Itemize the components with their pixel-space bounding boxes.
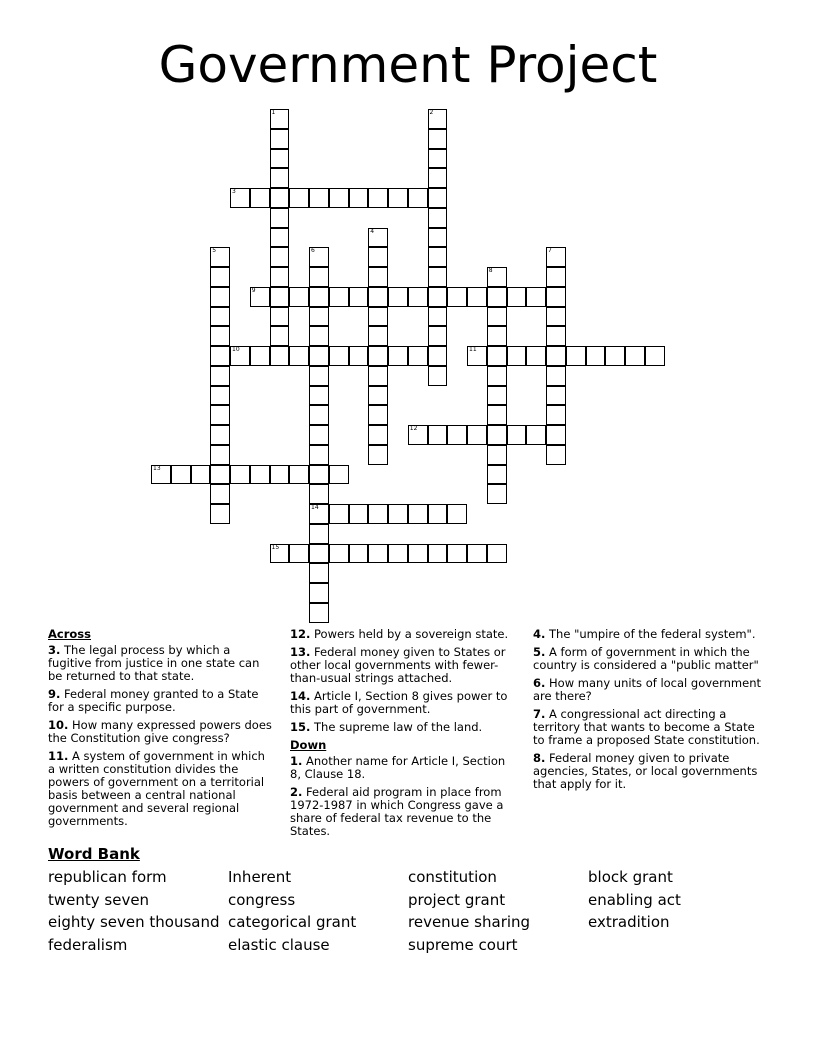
crossword-cell[interactable] bbox=[368, 504, 388, 524]
crossword-cell[interactable] bbox=[428, 188, 448, 208]
clues-column-1 bbox=[48, 628, 273, 833]
crossword-cell[interactable] bbox=[230, 465, 250, 485]
crossword-cell[interactable] bbox=[250, 287, 270, 307]
word-bank-item: project grant bbox=[408, 890, 506, 909]
crossword-cell[interactable] bbox=[428, 544, 448, 564]
crossword-cell[interactable] bbox=[270, 109, 290, 129]
crossword-cell[interactable] bbox=[546, 366, 566, 386]
crossword-cell[interactable] bbox=[546, 346, 566, 366]
crossword-cell[interactable] bbox=[270, 465, 290, 485]
crossword-cell[interactable] bbox=[368, 228, 388, 248]
down-clue-4: 4. The "umpire of the federal system". bbox=[533, 627, 756, 641]
crossword-cell[interactable] bbox=[507, 287, 527, 307]
down-clue-1: 1. Another name for Article I, Section 8, Clause 18. bbox=[290, 754, 506, 781]
crossword-cell[interactable] bbox=[487, 465, 507, 485]
crossword-cell[interactable] bbox=[329, 465, 349, 485]
crossword-cell[interactable] bbox=[309, 366, 329, 386]
crossword-cell[interactable] bbox=[270, 267, 290, 287]
crossword-cell[interactable] bbox=[349, 287, 369, 307]
word-bank-item: categorical grant bbox=[228, 913, 357, 932]
word-bank-item: twenty seven bbox=[48, 890, 150, 909]
crossword-cell[interactable] bbox=[487, 366, 507, 386]
clue-number: 4 bbox=[370, 227, 375, 235]
crossword-cell[interactable] bbox=[270, 188, 290, 208]
crossword-cell[interactable] bbox=[428, 326, 448, 346]
crossword-cell[interactable] bbox=[507, 425, 527, 445]
across-heading: Across bbox=[48, 627, 91, 641]
crossword-cell[interactable] bbox=[309, 465, 329, 485]
across-clue-9: 9. Federal money granted to a State for a specific purpose. bbox=[48, 687, 259, 714]
crossword-cell[interactable] bbox=[546, 405, 566, 425]
crossword-cell[interactable] bbox=[309, 445, 329, 465]
crossword-cell[interactable] bbox=[447, 287, 467, 307]
down-clue-2: 2. Federal aid program in place from 1972-1987 in which Congress gave a share of federal tax revenue to the States. bbox=[290, 785, 504, 838]
crossword-cell[interactable] bbox=[329, 346, 349, 366]
word-bank-item: block grant bbox=[588, 868, 673, 886]
crossword-cell[interactable] bbox=[368, 386, 388, 406]
crossword-cell[interactable] bbox=[309, 307, 329, 327]
crossword-cell[interactable] bbox=[428, 504, 448, 524]
crossword-cell[interactable] bbox=[566, 346, 586, 366]
crossword-cell[interactable] bbox=[309, 386, 329, 406]
crossword-cell[interactable] bbox=[210, 504, 230, 524]
across-clue-12: 12. Powers held by a sovereign state. bbox=[290, 627, 509, 641]
crossword-cell[interactable] bbox=[270, 149, 290, 169]
crossword-cell[interactable] bbox=[388, 188, 408, 208]
page-title: Government Project bbox=[158, 36, 658, 94]
word-bank-column-4 bbox=[588, 866, 681, 934]
clue-number: 5 bbox=[212, 247, 217, 255]
across-clue-10: 10. How many expressed powers does the Constitution give congress? bbox=[48, 718, 272, 745]
crossword-cell[interactable] bbox=[289, 287, 309, 307]
clues-column-2 bbox=[290, 628, 515, 843]
crossword-cell[interactable] bbox=[487, 405, 507, 425]
crossword-cell[interactable] bbox=[467, 425, 487, 445]
crossword-cell[interactable] bbox=[368, 366, 388, 386]
crossword-cell[interactable] bbox=[368, 425, 388, 445]
crossword-cell[interactable] bbox=[428, 425, 448, 445]
crossword-cell[interactable] bbox=[388, 504, 408, 524]
crossword-cell[interactable] bbox=[309, 603, 329, 623]
crossword-cell[interactable] bbox=[230, 188, 250, 208]
crossword-cell[interactable] bbox=[309, 524, 329, 544]
crossword-cell[interactable] bbox=[428, 267, 448, 287]
crossword-cell[interactable] bbox=[270, 168, 290, 188]
crossword-cell[interactable] bbox=[309, 247, 329, 267]
crossword-cell[interactable] bbox=[546, 326, 566, 346]
clue-number: 11 bbox=[469, 346, 477, 353]
crossword-cell[interactable] bbox=[210, 386, 230, 406]
crossword-cell[interactable] bbox=[309, 188, 329, 208]
crossword-cell[interactable] bbox=[467, 287, 487, 307]
crossword-cell[interactable] bbox=[210, 445, 230, 465]
crossword-cell[interactable] bbox=[210, 247, 230, 267]
crossword-cell[interactable] bbox=[487, 386, 507, 406]
clue-number: 6 bbox=[311, 247, 315, 255]
crossword-cell[interactable] bbox=[309, 287, 329, 307]
word-bank-item: supreme court bbox=[408, 935, 518, 954]
word-bank-item: elastic clause bbox=[228, 935, 330, 954]
crossword-cell[interactable] bbox=[546, 247, 566, 267]
crossword-cell[interactable] bbox=[605, 346, 625, 366]
word-bank-column-1 bbox=[48, 866, 219, 956]
word-bank-column-2 bbox=[228, 866, 356, 956]
clue-number: 10 bbox=[232, 346, 240, 353]
crossword-cell[interactable] bbox=[289, 188, 309, 208]
crossword-cell[interactable] bbox=[368, 247, 388, 267]
crossword-cell[interactable] bbox=[309, 544, 329, 564]
word-bank-item: republican form bbox=[48, 868, 167, 886]
crossword-cell[interactable] bbox=[388, 287, 408, 307]
crossword-cell[interactable] bbox=[408, 287, 428, 307]
crossword-cell[interactable] bbox=[546, 425, 566, 445]
crossword-cell[interactable] bbox=[645, 346, 665, 366]
crossword-cell[interactable] bbox=[428, 168, 448, 188]
crossword-cell[interactable] bbox=[210, 405, 230, 425]
down-clue-7: 7. A congressional act directing a territory that wants to become a State to frame a proposed State constitution. bbox=[533, 707, 760, 747]
crossword-cell[interactable] bbox=[546, 307, 566, 327]
clue-number: 7 bbox=[548, 247, 552, 255]
crossword-cell[interactable] bbox=[309, 405, 329, 425]
crossword-cell[interactable] bbox=[526, 425, 546, 445]
crossword-cell[interactable] bbox=[546, 287, 566, 307]
clues-column-3 bbox=[533, 628, 768, 796]
crossword-cell[interactable] bbox=[586, 346, 606, 366]
crossword-cell[interactable] bbox=[428, 208, 448, 228]
crossword-cell[interactable] bbox=[329, 544, 349, 564]
crossword-cell[interactable] bbox=[270, 287, 290, 307]
crossword-cell[interactable] bbox=[487, 346, 507, 366]
crossword-cell[interactable] bbox=[487, 484, 507, 504]
word-bank-item: extradition bbox=[588, 913, 670, 932]
crossword-cell[interactable] bbox=[289, 346, 309, 366]
crossword-cell[interactable] bbox=[270, 129, 290, 149]
crossword-cell[interactable] bbox=[487, 326, 507, 346]
crossword-cell[interactable] bbox=[309, 346, 329, 366]
crossword-cell[interactable] bbox=[349, 346, 369, 366]
crossword-cell[interactable] bbox=[428, 109, 448, 129]
crossword-cell[interactable] bbox=[270, 346, 290, 366]
down-clue-5: 5. A form of government in which the country is considered a "public matter" bbox=[533, 645, 759, 672]
crossword-cell[interactable] bbox=[289, 544, 309, 564]
crossword-cell[interactable] bbox=[625, 346, 645, 366]
crossword-cell[interactable] bbox=[210, 425, 230, 445]
crossword-cell[interactable] bbox=[368, 267, 388, 287]
crossword-cell[interactable] bbox=[487, 287, 507, 307]
crossword-cell[interactable] bbox=[408, 504, 428, 524]
clue-number: 3 bbox=[232, 188, 236, 195]
crossword-cell[interactable] bbox=[388, 346, 408, 366]
crossword-cell[interactable] bbox=[250, 188, 270, 208]
across-clue-15: 15. The supreme law of the land. bbox=[290, 720, 483, 734]
down-heading: Down bbox=[290, 738, 327, 752]
crossword-cell[interactable] bbox=[250, 465, 270, 485]
across-clue-14: 14. Article I, Section 8 gives power to this part of government. bbox=[290, 689, 508, 716]
crossword-cell[interactable] bbox=[368, 405, 388, 425]
crossword-cell[interactable] bbox=[408, 346, 428, 366]
crossword-cell[interactable] bbox=[349, 188, 369, 208]
crossword-cell[interactable] bbox=[487, 544, 507, 564]
clue-number: 12 bbox=[409, 425, 418, 432]
crossword-cell[interactable] bbox=[467, 346, 487, 366]
crossword-cell[interactable] bbox=[230, 346, 250, 366]
crossword-cell[interactable] bbox=[270, 326, 290, 346]
crossword-cell[interactable] bbox=[309, 504, 329, 524]
crossword-cell[interactable] bbox=[309, 267, 329, 287]
word-bank-item: revenue sharing bbox=[408, 913, 531, 932]
crossword-cell[interactable] bbox=[309, 326, 329, 346]
word-bank-item: eighty seven thousand bbox=[48, 913, 220, 932]
crossword-cell[interactable] bbox=[329, 504, 349, 524]
crossword-cell[interactable] bbox=[447, 425, 467, 445]
crossword-cell[interactable] bbox=[270, 307, 290, 327]
word-bank-item: federalism bbox=[48, 935, 128, 954]
crossword-cell[interactable] bbox=[408, 188, 428, 208]
crossword-cell[interactable] bbox=[546, 445, 566, 465]
crossword-cell[interactable] bbox=[349, 544, 369, 564]
down-clue-6: 6. How many units of local government are there? bbox=[533, 676, 762, 703]
crossword-cell[interactable] bbox=[428, 307, 448, 327]
crossword-cell[interactable] bbox=[368, 188, 388, 208]
crossword-cell[interactable] bbox=[289, 465, 309, 485]
clue-number: 9 bbox=[251, 286, 256, 294]
crossword-cell[interactable] bbox=[487, 445, 507, 465]
clue-number: 13 bbox=[153, 464, 161, 472]
crossword-cell[interactable] bbox=[368, 326, 388, 346]
across-clue-11: 11. A system of government in which a written constitution divides the powers of government on a territorial basis between a central national government and several regional governments. bbox=[48, 749, 265, 828]
crossword-cell[interactable] bbox=[526, 287, 546, 307]
crossword-cell[interactable] bbox=[368, 307, 388, 327]
crossword-cell[interactable] bbox=[487, 267, 507, 287]
crossword-cell[interactable] bbox=[349, 504, 369, 524]
word-bank-title: Word Bank bbox=[48, 845, 140, 863]
word-bank-item: congress bbox=[228, 890, 296, 909]
crossword-cell[interactable] bbox=[526, 346, 546, 366]
crossword-cell[interactable] bbox=[270, 544, 290, 564]
down-clue-8: 8. Federal money given to private agencies, States, or local governments that apply for it. bbox=[533, 751, 758, 791]
crossword-cell[interactable] bbox=[250, 346, 270, 366]
clue-number: 8 bbox=[488, 267, 493, 274]
crossword-cell[interactable] bbox=[309, 425, 329, 445]
crossword-cell[interactable] bbox=[467, 544, 487, 564]
crossword-cell[interactable] bbox=[507, 346, 527, 366]
crossword-cell[interactable] bbox=[210, 267, 230, 287]
crossword-cell[interactable] bbox=[151, 465, 171, 485]
crossword-cell[interactable] bbox=[210, 326, 230, 346]
word-bank-item: constitution bbox=[408, 868, 497, 886]
clue-number: 1 bbox=[271, 109, 276, 116]
crossword-cell[interactable] bbox=[171, 465, 191, 485]
crossword-cell[interactable] bbox=[210, 346, 230, 366]
crossword-cell[interactable] bbox=[210, 366, 230, 386]
crossword-cell[interactable] bbox=[408, 544, 428, 564]
crossword-cell[interactable] bbox=[428, 149, 448, 169]
crossword-cell[interactable] bbox=[309, 484, 329, 504]
crossword-cell[interactable] bbox=[447, 504, 467, 524]
crossword-cell[interactable] bbox=[309, 583, 329, 603]
crossword-cell[interactable] bbox=[428, 247, 448, 267]
crossword-cell[interactable] bbox=[270, 228, 290, 248]
crossword-cell[interactable] bbox=[368, 544, 388, 564]
crossword-cell[interactable] bbox=[368, 445, 388, 465]
crossword-cell[interactable] bbox=[546, 386, 566, 406]
across-clue-3: 3. The legal process by which a fugitive from justice in one state can be returned to that state. bbox=[48, 643, 260, 683]
crossword-cell[interactable] bbox=[428, 228, 448, 248]
crossword-cell[interactable] bbox=[487, 425, 507, 445]
crossword-cell[interactable] bbox=[210, 307, 230, 327]
crossword-cell[interactable] bbox=[210, 465, 230, 485]
crossword-cell[interactable] bbox=[428, 129, 448, 149]
crossword-cell[interactable] bbox=[388, 544, 408, 564]
crossword-cell[interactable] bbox=[210, 287, 230, 307]
crossword-cell[interactable] bbox=[368, 346, 388, 366]
crossword-cell[interactable] bbox=[368, 287, 388, 307]
crossword-cell[interactable] bbox=[428, 366, 448, 386]
crossword-cell[interactable] bbox=[487, 307, 507, 327]
clue-number: 14 bbox=[311, 504, 319, 511]
crossword-cell[interactable] bbox=[309, 563, 329, 583]
crossword-cell[interactable] bbox=[428, 346, 448, 366]
crossword-cell[interactable] bbox=[191, 465, 211, 485]
clue-number: 15 bbox=[271, 543, 280, 551]
word-bank-item: Inherent bbox=[228, 868, 292, 886]
clue-number: 2 bbox=[429, 109, 434, 116]
crossword-cell[interactable] bbox=[408, 425, 428, 445]
crossword-cell[interactable] bbox=[329, 188, 349, 208]
crossword-cell[interactable] bbox=[428, 287, 448, 307]
crossword-cell[interactable] bbox=[210, 484, 230, 504]
crossword-cell[interactable] bbox=[270, 208, 290, 228]
word-bank-item: enabling act bbox=[588, 890, 681, 909]
crossword-cell[interactable] bbox=[270, 247, 290, 267]
crossword-cell[interactable] bbox=[546, 267, 566, 287]
crossword-cell[interactable] bbox=[447, 544, 467, 564]
across-clue-13: 13. Federal money given to States or other local governments with fewer-than-usual strings attached. bbox=[290, 645, 506, 685]
crossword-cell[interactable] bbox=[329, 287, 349, 307]
word-bank-column-3 bbox=[408, 866, 530, 956]
